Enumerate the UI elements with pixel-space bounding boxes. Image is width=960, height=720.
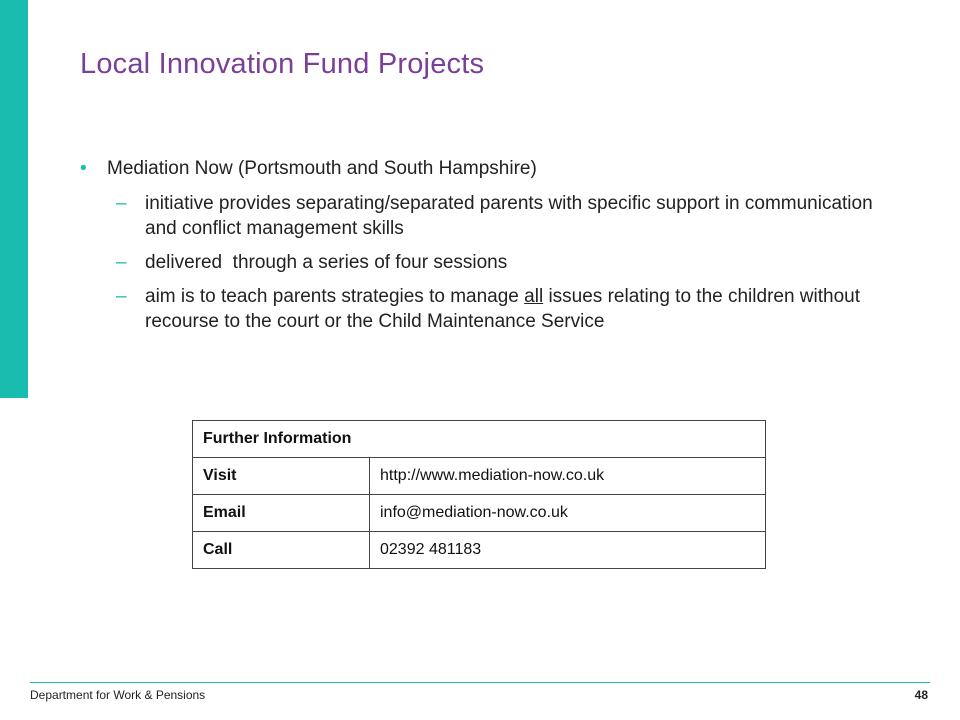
table-row [193,495,766,532]
bullet-icon: • [80,158,87,179]
sub-item-text: initiative provides separating/separated parents with specific support in communication and conflict management skills [145,193,873,239]
sub-list [116,191,900,334]
table-header-row [193,421,766,458]
row-label: Email [193,495,370,532]
sub-item [116,191,900,241]
table-header: Further Information [193,421,766,458]
bullet-text: Mediation Now (Portsmouth and South Hampshire) [107,158,537,179]
row-label: Visit [193,458,370,495]
slide-title: Local Innovation Fund Projects [80,48,485,80]
dash-icon: – [116,286,127,307]
row-label: Call [193,532,370,569]
sub-item-text: delivered through a series of four sessions [145,252,508,273]
sub-item [116,284,900,334]
sub-item-text [145,284,900,334]
slide-content [80,156,900,343]
sub-item [116,250,900,275]
accent-bar [0,0,28,398]
phone-number: 02392 481183 [370,532,766,569]
dash-icon: – [116,193,127,214]
table-row [193,458,766,495]
bullet-item [80,156,900,181]
further-information-table [192,420,766,569]
underlined-word: all [524,286,544,307]
table-row [193,532,766,569]
website-link[interactable]: http://www.mediation-now.co.uk [370,458,766,495]
sub-item-text-end: issues relating to the children without recourse to the court or the Child Maintenance Service [145,286,861,332]
sub-item-text-start: aim is to teach parents strategies to manage [145,286,525,307]
email-link[interactable]: info@mediation-now.co.uk [370,495,766,532]
footer-divider [30,682,930,683]
footer-organisation: Department for Work & Pensions [30,688,206,702]
dash-icon: – [116,252,127,273]
page-number: 48 [914,688,928,702]
